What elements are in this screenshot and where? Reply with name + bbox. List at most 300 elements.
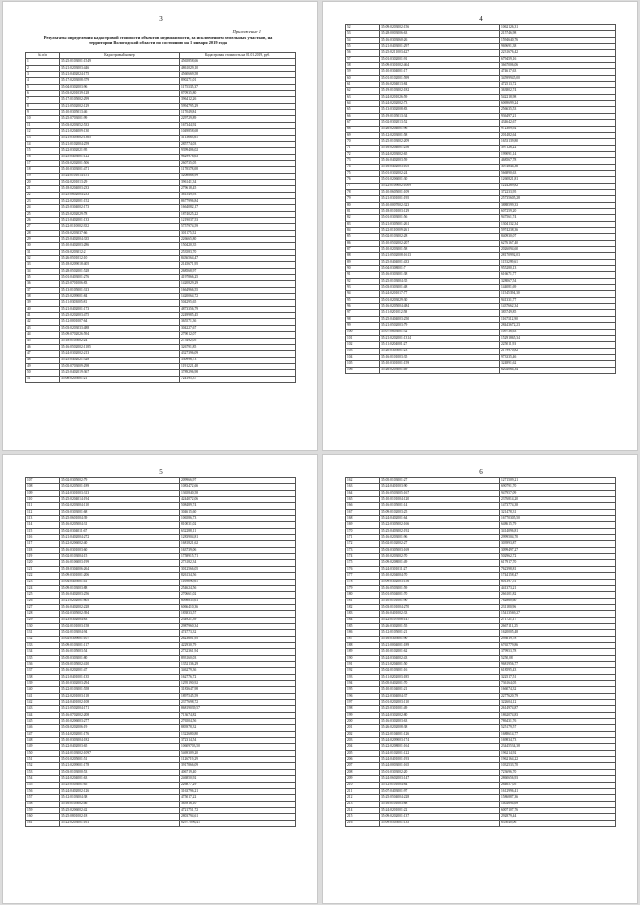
row-number: 65 bbox=[346, 107, 380, 113]
cadastral-value: 363916,10 bbox=[180, 801, 296, 807]
cadastral-number: 35:14:0202001:176 bbox=[60, 731, 180, 737]
cadastral-value: 1874025,22 bbox=[180, 211, 296, 217]
cadastral-value: 472513,72 bbox=[500, 82, 616, 88]
cadastral-number: 35:24:0201001:22 bbox=[380, 807, 500, 813]
row-number: 143 bbox=[26, 706, 60, 712]
row-number: 216 bbox=[346, 820, 380, 826]
cadastral-number: 35:10:0206003:277 bbox=[60, 719, 180, 725]
cadastral-number: 35:07:0603001:32 bbox=[380, 329, 500, 335]
cadastral-number: 35:10:0402003:286 bbox=[60, 243, 180, 249]
cadastral-value: 601397,51 bbox=[500, 579, 616, 585]
cadastral-value: 5757974,59 bbox=[180, 224, 296, 230]
cadastral-value: 1402694,69 bbox=[500, 801, 616, 807]
cadastral-number: 35:16:0205004:31 bbox=[60, 522, 180, 528]
row-number: 32 bbox=[26, 256, 60, 262]
row-number: 36 bbox=[26, 281, 60, 287]
row-number: 27 bbox=[26, 224, 60, 230]
row-number: 30 bbox=[26, 243, 60, 249]
row-number: 94 bbox=[346, 291, 380, 297]
cadastral-number: 35:21:0102004:259 bbox=[60, 141, 180, 147]
row-number: 99 bbox=[346, 323, 380, 329]
row-number: 98 bbox=[346, 316, 380, 322]
cadastral-value: 1083472,66 bbox=[180, 484, 296, 490]
page-number: 6 bbox=[479, 468, 483, 476]
row-number: 213 bbox=[346, 801, 380, 807]
cadastral-number: 35:25:0204014:194 bbox=[60, 497, 180, 503]
row-number: 78 bbox=[346, 189, 380, 195]
row-number: 204 bbox=[346, 744, 380, 750]
cadastral-value: 736164,05 bbox=[500, 681, 616, 687]
cadastral-value: 5208868,99 bbox=[180, 173, 296, 179]
cadastral-value: 2377698,72 bbox=[180, 700, 296, 706]
cadastral-number: 35:02:0304011:67 bbox=[60, 528, 180, 534]
cadastral-number: 35:21:0403001:297 bbox=[380, 44, 500, 50]
table-row bbox=[26, 376, 296, 382]
cadastral-value: 1032533,70 bbox=[500, 763, 616, 769]
cadastral-value: 304227,67 bbox=[180, 325, 296, 331]
cadastral-number: 35:16:0401002:33 bbox=[380, 611, 500, 617]
cadastral-value: 617917,70 bbox=[500, 560, 616, 566]
cadastral-value: 201482,64 bbox=[500, 132, 616, 138]
cadastral-value: 690791,70 bbox=[500, 484, 616, 490]
row-number: 179 bbox=[346, 585, 380, 591]
cadastral-value: 1126719,29 bbox=[180, 757, 296, 763]
page-3 bbox=[2, 1, 318, 451]
cadastral-value: 1062126,31 bbox=[500, 25, 616, 31]
cadastral-value: 346279,36 bbox=[180, 668, 296, 674]
cadastral-number: 35:03:0202001:506 bbox=[60, 160, 180, 166]
cadastral-number: 35:05:0103001:27 bbox=[380, 478, 500, 484]
cadastral-value: 1620005,48 bbox=[500, 630, 616, 636]
cadastral-number: 35:25:0801002:18 bbox=[60, 814, 180, 820]
cadastral-number: 35:25:0404001:433 bbox=[380, 259, 500, 265]
cadastral-value: 1271509,21 bbox=[500, 478, 616, 484]
cadastral-number: 35:22:0206002:40 bbox=[60, 541, 180, 547]
row-number: 150 bbox=[26, 750, 60, 756]
cadastral-value: 303993,87 bbox=[500, 541, 616, 547]
row-number: 155 bbox=[26, 782, 60, 788]
cadastral-value: 6765779,86 bbox=[500, 642, 616, 648]
cadastral-number: 35:16:0106003:199 bbox=[60, 560, 180, 566]
cadastral-value: 215746,98 bbox=[500, 31, 616, 37]
cadastral-number: 35:10:0007002:323 bbox=[380, 202, 500, 208]
cadastral-number: 35:24:0301003:313 bbox=[60, 490, 180, 496]
cadastral-value: 936497,21 bbox=[500, 113, 616, 119]
cadastral-number: 35:04:0302003:96 bbox=[60, 84, 180, 90]
cadastral-number: 35:25:0402019:367 bbox=[60, 370, 180, 376]
page-4 bbox=[322, 1, 638, 451]
cadastral-number: 35:25:0404003:250 bbox=[380, 316, 500, 322]
cadastral-value: 1862074,83 bbox=[500, 712, 616, 718]
cadastral-number: 35:18:0304006:264 bbox=[60, 566, 180, 572]
cadastral-value: 16770305,50 bbox=[500, 516, 616, 522]
cadastral-value: 3163796,21 bbox=[180, 788, 296, 794]
row-number: 51 bbox=[26, 376, 60, 382]
row-number: 173 bbox=[346, 547, 380, 553]
row-number: 50 bbox=[26, 370, 60, 376]
row-number: 92 bbox=[346, 278, 380, 284]
row-number: 137 bbox=[26, 668, 60, 674]
cadastral-number: 35:24:0402002:126 bbox=[60, 788, 180, 794]
cadastral-number: 35:24:0401002:108 bbox=[60, 700, 180, 706]
cadastral-number: 35:17:0203008:379 bbox=[60, 78, 180, 84]
row-number: 199 bbox=[346, 712, 380, 718]
cadastral-value: 1664082,17 bbox=[180, 205, 296, 211]
cadastral-value: 542218,98 bbox=[500, 94, 616, 100]
cadastral-number: 35:20:0305001:23 bbox=[380, 348, 500, 354]
row-number: 62 bbox=[346, 88, 380, 94]
row-number: 175 bbox=[346, 560, 380, 566]
row-number: 60 bbox=[346, 75, 380, 81]
cadastral-number: 35:22:0402003:65 bbox=[60, 744, 180, 750]
row-number: 83 bbox=[346, 221, 380, 227]
row-number: 4 bbox=[26, 78, 60, 84]
cadastral-number: 35:16:0503001:59 bbox=[380, 585, 500, 591]
cadastral-number: 35:24:0202002:73 bbox=[380, 101, 500, 107]
cadastral-value: 6069699,24 bbox=[500, 101, 616, 107]
cadastral-value: 9681956,77 bbox=[500, 661, 616, 667]
row-number: 124 bbox=[26, 585, 60, 591]
cadastral-number: 35:02:0103001:16 bbox=[380, 668, 500, 674]
cadastral-number: 35:24:0304002:43 bbox=[380, 655, 500, 661]
cadastral-value: 5250,08 bbox=[500, 655, 616, 661]
cadastral-value: 434642,67 bbox=[500, 120, 616, 126]
cadastral-number: 35:02:0103004:94 bbox=[60, 630, 180, 636]
row-number: 174 bbox=[346, 554, 380, 560]
cadastral-value: 1175335,37 bbox=[180, 84, 296, 90]
cadastral-number: 35:16:0204001:256 bbox=[380, 145, 500, 151]
row-number: 66 bbox=[346, 113, 380, 119]
row-number: 54 bbox=[346, 37, 380, 43]
cadastral-number: 35:22:0305002:166 bbox=[380, 522, 500, 528]
cadastral-number: 35:21:0502008:1613 bbox=[380, 253, 500, 259]
cadastral-value: 2803794,61 bbox=[180, 814, 296, 820]
cadastral-value: 163739,06 bbox=[180, 547, 296, 553]
cadastral-number: 35:02:0103002:28 bbox=[380, 234, 500, 240]
cadastral-value: 6066410,36 bbox=[180, 604, 296, 610]
row-number: 126 bbox=[26, 598, 60, 604]
cadastral-number: 35:10:0502002:207 bbox=[380, 240, 500, 246]
cadastral-number: 35:01:0203029:30 bbox=[380, 297, 500, 303]
cadastral-number: 35:26:0202008:38 bbox=[380, 725, 500, 731]
cadastral-value: 504295,65 bbox=[180, 300, 296, 306]
cadastral-value: 3414096,81 bbox=[500, 528, 616, 534]
row-number: 17 bbox=[26, 160, 60, 166]
row-number: 77 bbox=[346, 183, 380, 189]
cadastral-value: 1681821,62 bbox=[180, 541, 296, 547]
cadastral-number: 35:05:0303001:80 bbox=[60, 655, 180, 661]
row-number: 210 bbox=[346, 782, 380, 788]
cadastral-value: 1260821,81 bbox=[500, 177, 616, 183]
row-number: 209 bbox=[346, 776, 380, 782]
row-number: 187 bbox=[346, 636, 380, 642]
cadastral-number: 35:10:0203002:70 bbox=[380, 554, 500, 560]
cadastral-value: 5994795,29 bbox=[180, 103, 296, 109]
table-row bbox=[346, 367, 616, 373]
page-number: 5 bbox=[159, 468, 163, 476]
cadastral-value: 474773,32 bbox=[180, 630, 296, 636]
cadastral-value: 365571,36 bbox=[180, 319, 296, 325]
row-number: 189 bbox=[346, 649, 380, 655]
cadastral-number: 35:21:0209001:178 bbox=[60, 763, 180, 769]
cadastral-value: 566890,63 bbox=[500, 170, 616, 176]
cadastral-value: 2623601,95 bbox=[180, 636, 296, 642]
row-number: 40 bbox=[26, 306, 60, 312]
cadastral-number: 35:16:0303060:26 bbox=[380, 37, 500, 43]
cadastral-number: 35:02:0305002:394 bbox=[60, 611, 180, 617]
cadastral-value: 2376814,20 bbox=[500, 497, 616, 503]
cadastral-number: 35:02:0302013:52 bbox=[380, 120, 500, 126]
cadastral-value: 1653139,80 bbox=[500, 139, 616, 145]
row-number: 70 bbox=[346, 139, 380, 145]
cadastral-number: 35:01:0302001:91 bbox=[380, 56, 500, 62]
row-number: 178 bbox=[346, 579, 380, 585]
row-number: 1 bbox=[26, 59, 60, 65]
cadastral-value: 3183647,98 bbox=[180, 687, 296, 693]
cadastral-value: 279618,45 bbox=[180, 186, 296, 192]
cadastral-value: 1352136,29 bbox=[180, 661, 296, 667]
cadastral-value: 109736,63 bbox=[500, 329, 616, 335]
row-number: 57 bbox=[346, 56, 380, 62]
row-number: 68 bbox=[346, 126, 380, 132]
cadastral-number: 35:16:0301003:60 bbox=[60, 547, 180, 553]
row-number: 88 bbox=[346, 253, 380, 259]
cadastral-value: 406719,40 bbox=[180, 769, 296, 775]
cadastral-number: 35:24:0302002:80 bbox=[380, 712, 500, 718]
row-number: 22 bbox=[26, 192, 60, 198]
cadastral-number: 35:26:0302001:55 bbox=[380, 623, 500, 629]
cadastral-value: 372314,54 bbox=[180, 738, 296, 744]
cadastral-value: 786431,76 bbox=[500, 719, 616, 725]
row-number: 181 bbox=[346, 598, 380, 604]
cadastral-number: 35:02:0201013:29 bbox=[60, 179, 180, 185]
row-number: 207 bbox=[346, 763, 380, 769]
cadastral-number: 35:28:0003006:63 bbox=[380, 31, 500, 37]
cadastral-value: 713674,82 bbox=[180, 712, 296, 718]
row-number: 136 bbox=[26, 661, 60, 667]
cadastral-number: 35:01:0303001:56 bbox=[380, 215, 500, 221]
cadastral-value: 4873356,79 bbox=[180, 306, 296, 312]
cadastral-number: 35:21:0502003:79 bbox=[380, 323, 500, 329]
cadastral-value: 86819039,57 bbox=[180, 706, 296, 712]
cadastral-number: 35:10:0203001:58 bbox=[380, 247, 500, 253]
cadastral-number: 35:16:0105002:46 bbox=[60, 801, 180, 807]
row-number: 44 bbox=[26, 332, 60, 338]
cadastral-number: 35:03:0203033:488 bbox=[60, 325, 180, 331]
cadastral-value: 1420064,72 bbox=[180, 294, 296, 300]
cadastral-value: 679459,16 bbox=[500, 56, 616, 62]
row-number: 117 bbox=[26, 541, 60, 547]
row-number: 167 bbox=[346, 509, 380, 515]
cadastral-value: 4327396,09 bbox=[180, 351, 296, 357]
cadastral-value: 2249985,45 bbox=[180, 313, 296, 319]
cadastral-value: 11545394,30 bbox=[500, 291, 616, 297]
cadastral-number: 35:10:0605001:109 bbox=[380, 189, 500, 195]
cadastral-number: 35:04:0308001:7 bbox=[380, 266, 500, 272]
cadastral-value: 1191221,48 bbox=[180, 363, 296, 369]
row-number: 76 bbox=[346, 177, 380, 183]
cadastral-value: 304615,60 bbox=[180, 509, 296, 515]
cadastral-value: 234921,39 bbox=[180, 617, 296, 623]
row-number: 25 bbox=[26, 211, 60, 217]
cadastral-number: 35:01:0303002:20 bbox=[380, 769, 500, 775]
cadastral-value: 4721751,72 bbox=[180, 807, 296, 813]
cadastral-number: 35:18:0209018:405 bbox=[60, 262, 180, 268]
cadastral-value: 422930,79 bbox=[180, 642, 296, 648]
cadastral-number: 35:22:0203001:161 bbox=[60, 820, 180, 826]
cadastral-value: 1758915,71 bbox=[180, 554, 296, 560]
cadastral-number: 35:01:0302002:24 bbox=[380, 170, 500, 176]
cadastral-value: 322517,51 bbox=[500, 674, 616, 680]
cadastral-value: 264657,05 bbox=[500, 782, 616, 788]
row-number: 37 bbox=[26, 287, 60, 293]
cadastral-number: 35:25:0202029:78 bbox=[60, 211, 180, 217]
table-row bbox=[26, 820, 296, 826]
cadastral-number: 35:03:0203037:66 bbox=[60, 230, 180, 236]
row-number: 28 bbox=[26, 230, 60, 236]
cadastral-value: 1420829,29 bbox=[180, 281, 296, 287]
cadastral-value: 25735605,28 bbox=[500, 196, 616, 202]
cadastral-value: 275492,05 bbox=[180, 338, 296, 344]
cadastral-number: 35:10:0204004:70 bbox=[380, 573, 500, 579]
cadastral-number: 35:10:0301001:159 bbox=[380, 361, 500, 367]
cadastral-value: 330996,73 bbox=[180, 357, 296, 363]
row-number: 48 bbox=[26, 357, 60, 363]
cadastral-number: 35:01:0403001:276 bbox=[60, 275, 180, 281]
cadastral-value: 762398,81 bbox=[500, 566, 616, 572]
cadastral-number: 35:08:0205001:21 bbox=[60, 376, 180, 382]
cadastral-value: 28443672,23 bbox=[500, 323, 616, 329]
cadastral-number: 35:10:0304001:17 bbox=[380, 69, 500, 75]
cadastral-number: 35:03:0201039:128 bbox=[60, 91, 180, 97]
cadastral-number: 35:05:0703009:298 bbox=[60, 363, 180, 369]
row-number: 14 bbox=[26, 141, 60, 147]
row-number: 46 bbox=[26, 344, 60, 350]
cadastral-value: 3113683,61 bbox=[180, 135, 296, 141]
row-number: 119 bbox=[26, 554, 60, 560]
cadastral-number: 35:25:0211003:427 bbox=[380, 50, 500, 56]
cadastral-value: 648615,79 bbox=[500, 522, 616, 528]
cadastral-value: 2999504,70 bbox=[500, 535, 616, 541]
row-number: 165 bbox=[346, 497, 380, 503]
cadastral-number: 35:02:0101003:158 bbox=[60, 623, 180, 629]
cadastral-number: 35:16:0402003:105 bbox=[380, 164, 500, 170]
cadastral-value: 1437662,34 bbox=[500, 304, 616, 310]
cadastral-number: 35:16:0503005:167 bbox=[380, 490, 500, 496]
cadastral-value: 969691,38 bbox=[500, 44, 616, 50]
cadastral-value: 1664966,55 bbox=[180, 287, 296, 293]
row-number: 144 bbox=[26, 712, 60, 718]
row-number: 128 bbox=[26, 611, 60, 617]
cadastral-number: 35:11:0204001:27 bbox=[380, 342, 500, 348]
cadastral-number: 35:25:0703001:99 bbox=[60, 116, 180, 122]
cadastral-number: 35:16:0105001:14 bbox=[380, 503, 500, 509]
cadastral-value: 3099497,27 bbox=[500, 547, 616, 553]
row-number: 113 bbox=[26, 516, 60, 522]
row-number: 97 bbox=[346, 310, 380, 316]
cadastral-number: 35:25:0504004:228 bbox=[380, 795, 500, 801]
cadastral-number: 35:16:0702002:208 bbox=[60, 712, 180, 718]
row-number: 203 bbox=[346, 738, 380, 744]
cadastral-value: 2732361,94 bbox=[180, 649, 296, 655]
row-number: 15 bbox=[26, 148, 60, 154]
row-number: 84 bbox=[346, 228, 380, 234]
cadastral-number: 35:16:0402003:256 bbox=[60, 592, 180, 598]
cadastral-value: 3667006,06 bbox=[500, 63, 616, 69]
cadastral-value: 1295190,92 bbox=[180, 681, 296, 687]
row-number: 139 bbox=[26, 681, 60, 687]
cadastral-value: 502962,72 bbox=[500, 554, 616, 560]
cadastral-number: 35:16:0203001:96 bbox=[380, 535, 500, 541]
row-number: 58 bbox=[346, 63, 380, 69]
cadastral-number: 35:03:0303001:68 bbox=[60, 509, 180, 515]
row-number: 129 bbox=[26, 617, 60, 623]
cadastral-value: 1612996,41 bbox=[500, 788, 616, 794]
cadastral-table bbox=[345, 477, 616, 827]
cadastral-value: 229729,89 bbox=[180, 116, 296, 122]
row-number: 205 bbox=[346, 750, 380, 756]
row-number: 170 bbox=[346, 528, 380, 534]
cadastral-value: 1365840,58 bbox=[180, 490, 296, 496]
cadastral-number: 35:02:0203004:110 bbox=[60, 503, 180, 509]
cadastral-number: 35:21:0402001:133 bbox=[60, 217, 180, 223]
cadastral-number: 35:24:0302002:213 bbox=[60, 351, 180, 357]
row-number: 184 bbox=[346, 617, 380, 623]
cadastral-number: 35:26:0203001:49 bbox=[380, 367, 500, 373]
cadastral-value: 5469309,20 bbox=[180, 750, 296, 756]
row-number: 140 bbox=[26, 687, 60, 693]
cadastral-number: 35:28:0502001:528 bbox=[60, 268, 180, 274]
cadastral-number: 35:13:0302008:83 bbox=[380, 107, 500, 113]
cadastral-number: 35:24:0201017:77 bbox=[380, 291, 500, 297]
cadastral-number: 35:16:0305001:90 bbox=[380, 636, 500, 642]
cadastral-value: 397126,22 bbox=[500, 145, 616, 151]
cadastral-value: 941331,77 bbox=[500, 297, 616, 303]
cadastral-value: 321478,31 bbox=[500, 509, 616, 515]
cadastral-number: 35:12:0101004:84 bbox=[380, 782, 500, 788]
row-number: 177 bbox=[346, 573, 380, 579]
cadastral-number: 35:24:0204001:63 bbox=[60, 776, 180, 782]
row-number: 53 bbox=[346, 31, 380, 37]
cadastral-number: 35:09:0301001:206 bbox=[60, 573, 180, 579]
cadastral-number: 35:10:0303004:182 bbox=[60, 738, 180, 744]
cadastral-number: 35:09:0203002:156 bbox=[380, 25, 500, 31]
cadastral-number: 35:25:0209001:84 bbox=[60, 294, 180, 300]
cadastral-value: 2614974,87 bbox=[500, 706, 616, 712]
cadastral-number: 35:21:0401001:135 bbox=[60, 674, 180, 680]
cadastral-value: 890271,01 bbox=[180, 78, 296, 84]
cadastral-number: 35:02:0305002:79 bbox=[60, 478, 180, 484]
cadastral-number: 35:09:0202001:137 bbox=[380, 814, 500, 820]
cadastral-number: 35:22:0201003:118 bbox=[60, 693, 180, 699]
cadastral-number: 35:24:0401001:193 bbox=[380, 757, 500, 763]
cadastral-value: 2860656,93 bbox=[500, 776, 616, 782]
cadastral-number: 35:16:0302003:63 bbox=[380, 719, 500, 725]
cadastral-number: 35:24:0003001:165 bbox=[380, 763, 500, 769]
row-number: 183 bbox=[346, 611, 380, 617]
cadastral-number: 35:24:0103002:1097 bbox=[60, 750, 180, 756]
cadastral-value: 117049,84 bbox=[180, 110, 296, 116]
cadastral-value: 279012,07 bbox=[180, 332, 296, 338]
cadastral-value: 4244072,06 bbox=[180, 497, 296, 503]
cadastral-value: 3917866,09 bbox=[180, 763, 296, 769]
cadastral-number: 35:10:0101004:120 bbox=[380, 497, 500, 503]
cadastral-number: 35:05:0402001:70 bbox=[380, 681, 500, 687]
row-number: 196 bbox=[346, 693, 380, 699]
row-number: 95 bbox=[346, 297, 380, 303]
row-number: 116 bbox=[26, 535, 60, 541]
cadastral-number: 35:25:0202003:475 bbox=[60, 313, 180, 319]
